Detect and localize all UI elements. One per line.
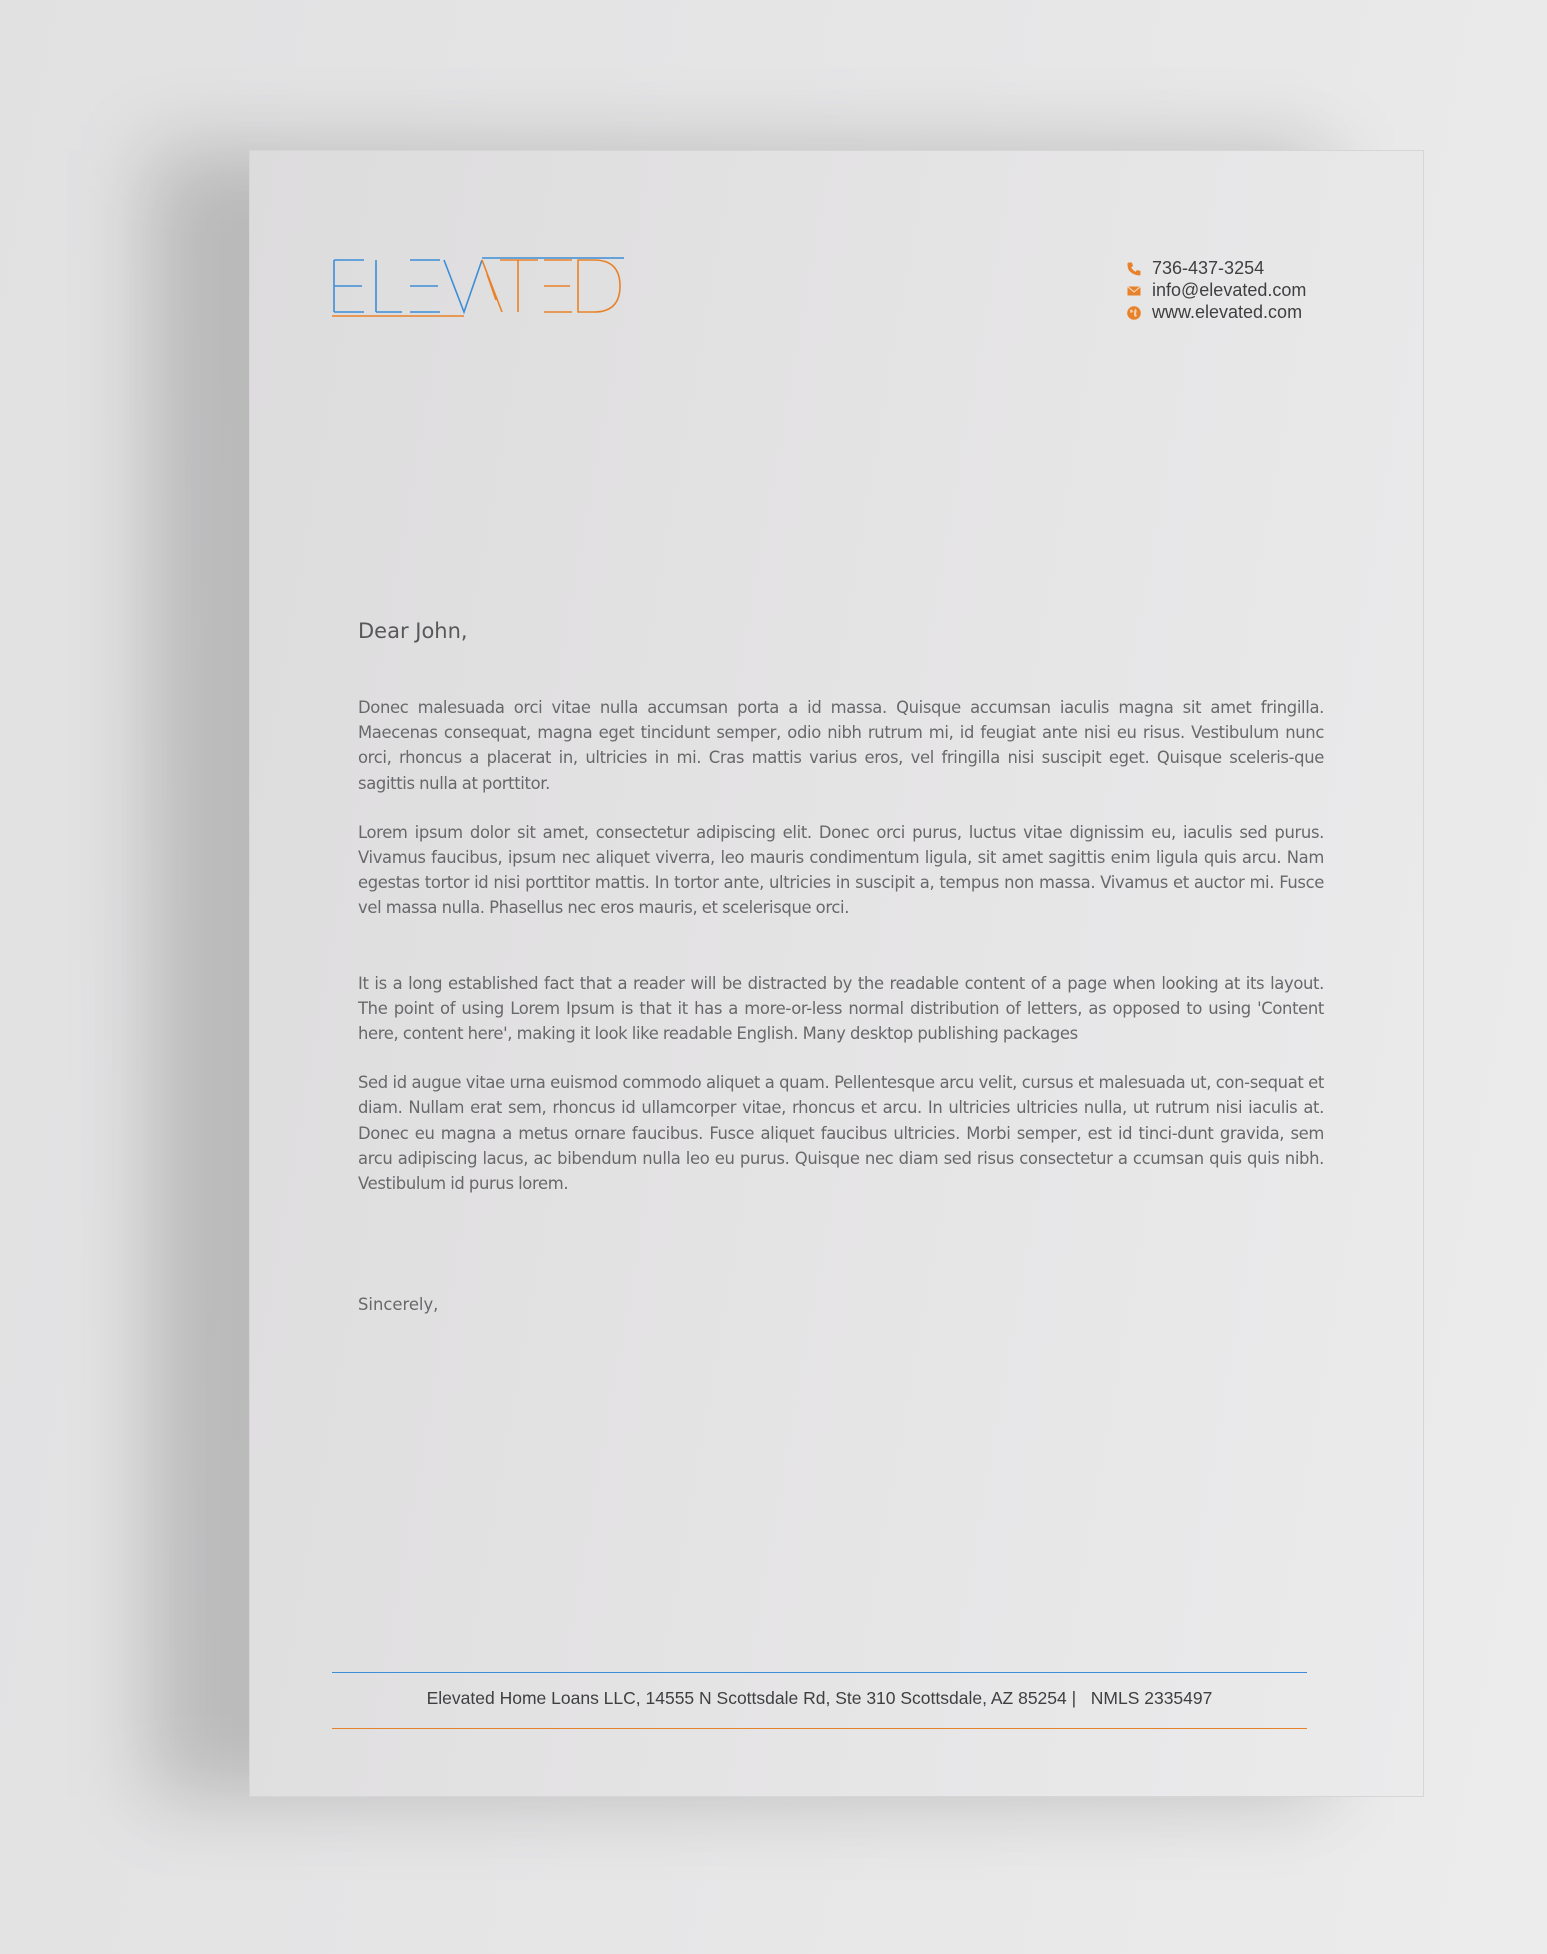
- phone-icon: [1126, 260, 1142, 276]
- logo-letter-e3: [544, 260, 572, 312]
- contact-website-row: [1126, 301, 1306, 323]
- elevated-logo: [332, 256, 624, 322]
- letter-paragraph-1: Donec malesuada orci vitae nulla accumsan porta a id massa. Quisque accumsan iaculis magna sit amet fringilla. Maecenas consequat, magna eget tincidunt semper, odio nibh rutrum mi, id feugiat ante nisi eu risus. Vestibulum nunc orci, rhoncus a placerat in, ultricies in mi. Cras mattis varius eros, vel fringilla nisi suscipit eget. Quisque sceleris-que sagittis nulla at porttitor.: [358, 698, 1324, 793]
- logo-letter-e2: [410, 260, 440, 312]
- letter-paragraph-3: It is a long established fact that a reader will be distracted by the readable content of a page when looking at its layout. The point of using Lorem Ipsum is that it has a more-or-less normal distribution of letters, as opposed to using 'Content here, content here', making it look like readable English. Many desktop publishing packages: [358, 973, 1324, 1044]
- footer-divider-orange: [332, 1728, 1307, 1729]
- contact-phone-row: [1126, 257, 1306, 279]
- letter-paragraph-2: Lorem ipsum dolor sit amet, consectetur adipiscing elit. Donec orci purus, luctus vitae dignissim eu, iaculis sed purus. Vivamus faucibus, ipsum nec aliquet viverra, leo mauris condimentum ligula, sit amet sagittis enim ligula quis arcu. Nam egestas tortor id nisi porttitor mattis. In tortor ante, ultricies in suscipit a, tempus non massa. Vivamus et auctor mi. Fusce vel massa nulla. Phasellus nec eros mauris, et scelerisque orci.: [358, 822, 1324, 918]
- letter-closing: Sincerely,: [358, 1295, 439, 1315]
- contact-phone[interactable]: 736-437-3254: [1152, 258, 1265, 278]
- letter-greeting: Dear John,: [358, 619, 468, 643]
- envelope-icon: [1126, 282, 1142, 298]
- logo-letter-v: [444, 260, 482, 312]
- logo-letter-t: [500, 260, 538, 312]
- contact-block: [1126, 257, 1306, 323]
- letter-body: [358, 619, 1324, 1314]
- logo-letter-d: [578, 260, 620, 312]
- footer-divider-blue: [332, 1672, 1307, 1673]
- logo-letter-l: [376, 260, 402, 312]
- contact-email-row: [1126, 279, 1306, 301]
- letterhead-sheet: [249, 150, 1424, 1797]
- contact-website[interactable]: www.elevated.com: [1152, 302, 1303, 322]
- logo-letter-e1: [334, 260, 364, 312]
- footer-address: Elevated Home Loans LLC, 14555 N Scottsdale Rd, Ste 310 Scottsdale, AZ 85254 | NMLS 2335497: [426, 1688, 1213, 1708]
- letter-paragraph-4: Sed id augue vitae urna euismod commodo aliquet a quam. Pellentesque arcu velit, cursus et malesuada ut, con-sequat et diam. Nullam erat sem, rhoncus id ullamcorper vitae, rhoncus et arcu. In ultricies ultricies nulla, ut rutrum nisi iaculis at. Donec eu magna a metus ornare faucibus. Fusce aliquet faucibus ultricies. Morbi semper, est id tinci-dunt gravida, sem arcu adipiscing lacus, ac bibendum nulla leo eu purus. Quisque nec diam sed risus consectetur a ccumsan quis quis nibh. Vestibulum id purus lorem.: [358, 1073, 1324, 1194]
- contact-email[interactable]: info@elevated.com: [1152, 280, 1307, 300]
- logo-letter-a: [482, 260, 502, 312]
- globe-icon: [1126, 304, 1142, 320]
